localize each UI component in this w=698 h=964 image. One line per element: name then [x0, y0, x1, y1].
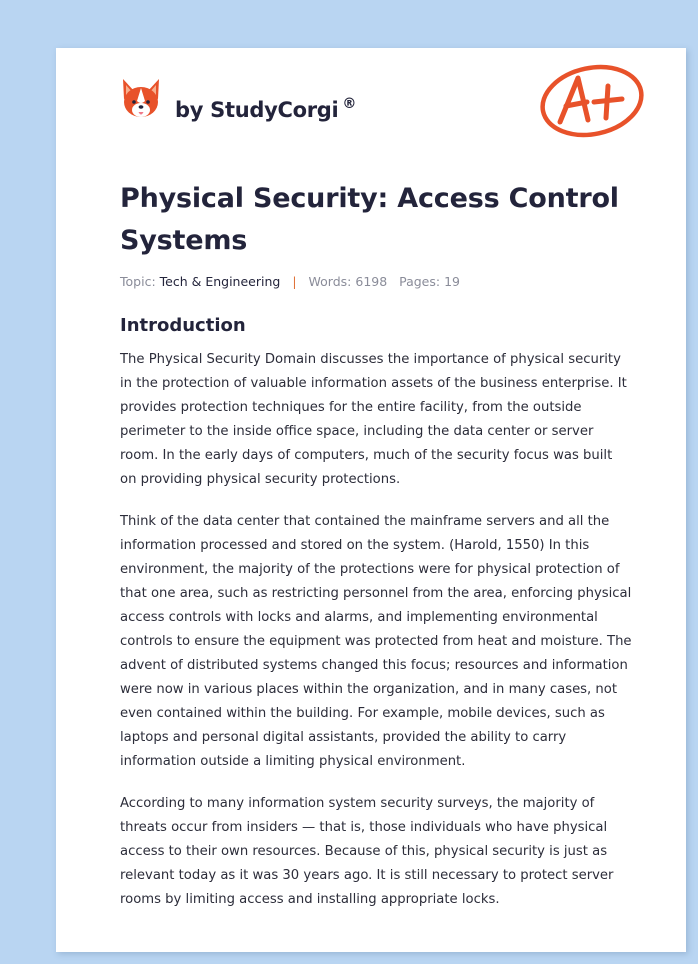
paragraph: The Physical Security Domain discusses the importance of physical security in the protection of valuable information assets of the business enterprise. It provides protection techniques for the entire facility, from the outside perimeter to the inside office space, including the data center or server room. In the early days of computers, much of the security focus was built on providing physical security protections.	[120, 352, 627, 487]
pages-label: Pages:	[399, 274, 441, 289]
document-title: Physical Security: Access Control Systems	[120, 183, 619, 256]
paragraph: Think of the data center that contained the mainframe servers and all the information processed and stored on the system. (Harold, 1550) In this environment, the majority of the protections were for physical protection of that one area, such as restricting personnel from the area, enforcing physical access controls with locks and alarms, and implementing environmental controls to ensure the equipment was protected from heat and moisture. The advent of distributed systems changed this focus; resources and information were now in various places within the organization, and in many cases, not even contained within the building. For example, mobile devices, such as laptops and personal digital assistants, provided the ability to carry information outside a limiting physical environment.	[120, 514, 632, 769]
document-meta	[120, 274, 632, 289]
brand-name[interactable]: by StudyCorgi ®	[175, 96, 357, 122]
words-label: Words:	[308, 274, 352, 289]
document-page	[56, 48, 686, 952]
document-content	[120, 178, 632, 930]
section-heading: Introduction	[120, 315, 246, 336]
topic-link[interactable]: Tech & Engineering	[159, 274, 281, 289]
grade-stamp-icon	[538, 60, 648, 142]
registered-mark: ®	[342, 96, 357, 112]
pages-count: 19	[444, 274, 460, 289]
words-count: 6198	[355, 274, 388, 289]
meta-separator: |	[292, 274, 297, 289]
document-header	[56, 48, 686, 148]
corgi-logo-icon	[120, 75, 162, 123]
topic-label: Topic:	[120, 274, 156, 289]
paragraph: According to many information system security surveys, the majority of threats occur from insiders — that is, those individuals who have physical access to their own resources. Because of this, physical security is just as relevant today as it was 30 years ago. It is still necessary to protect server rooms by limiting access and installing appropriate locks.	[120, 796, 614, 907]
